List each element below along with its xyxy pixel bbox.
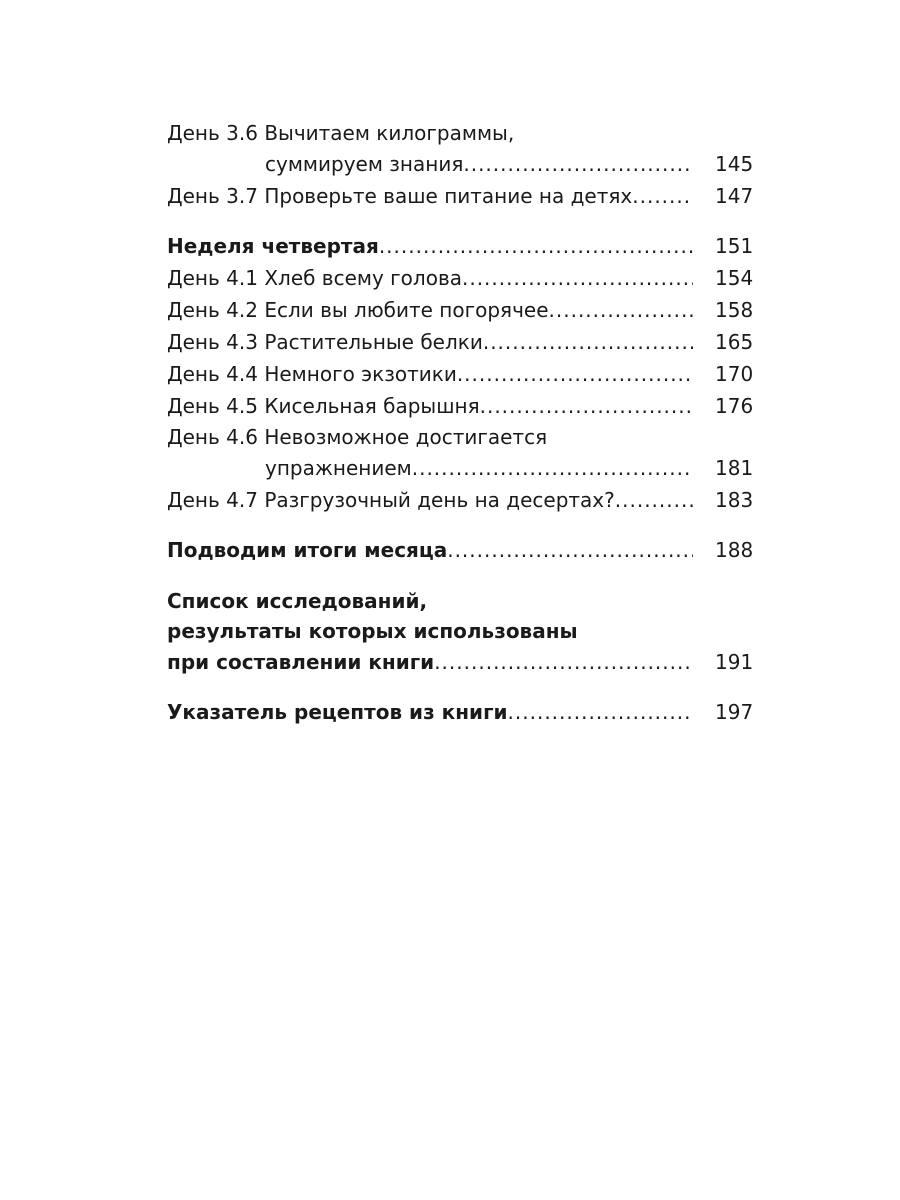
dot-leader	[508, 696, 693, 728]
toc-entry-day-4-6[interactable]	[167, 422, 754, 484]
dot-leader	[463, 148, 693, 180]
toc-title: Растительные белки	[264, 330, 483, 354]
toc-day-label: День 4.5	[167, 394, 258, 418]
dot-leader	[549, 294, 693, 326]
toc-title-line2: упражнением	[265, 456, 412, 480]
toc-entry-day-4-2[interactable]	[167, 294, 754, 326]
toc-page-number: 151	[715, 234, 754, 258]
toc-title: Кисельная барышня	[264, 394, 480, 418]
toc-page-number: 158	[715, 298, 754, 322]
toc-page-number: 197	[715, 700, 754, 724]
toc-title: Немного экзотики	[264, 362, 457, 386]
toc-entry-day-4-4[interactable]	[167, 358, 754, 390]
toc-title: Разгрузочный день на десертах?	[264, 488, 615, 512]
toc-page-number: 145	[715, 152, 754, 176]
dot-leader	[379, 230, 693, 262]
table-of-contents	[167, 118, 754, 728]
dot-leader	[615, 484, 693, 516]
toc-title: Хлеб всему голова	[264, 266, 462, 290]
toc-page-number: 188	[715, 538, 754, 562]
toc-page-number: 181	[715, 456, 754, 480]
toc-section-title-line3: при составлении книги	[167, 650, 435, 674]
toc-entry-day-4-3[interactable]	[167, 326, 754, 358]
toc-day-label: День 4.4	[167, 362, 258, 386]
dot-leader	[480, 390, 693, 422]
dot-leader	[447, 534, 693, 566]
toc-page-number: 154	[715, 266, 754, 290]
toc-title: Проверьте ваше питание на детях	[264, 184, 633, 208]
toc-entry-day-3-6[interactable]	[167, 118, 754, 180]
toc-day-label: День 4.6	[167, 425, 258, 449]
toc-section-title-line1: Список исследований,	[167, 589, 428, 613]
toc-page-number: 165	[715, 330, 754, 354]
dot-leader	[632, 180, 693, 212]
toc-page-number: 183	[715, 488, 754, 512]
toc-title-line1: Невозможное достигается	[264, 425, 548, 449]
toc-entry-day-4-1[interactable]	[167, 262, 754, 294]
toc-day-label: День 3.7	[167, 184, 258, 208]
toc-entry-day-4-7[interactable]	[167, 484, 754, 516]
dot-leader	[483, 326, 693, 358]
toc-section-title: Указатель рецептов из книги	[167, 700, 508, 724]
toc-page-number: 191	[715, 650, 754, 674]
toc-entry-day-4-5[interactable]	[167, 390, 754, 422]
toc-day-label: День 4.3	[167, 330, 258, 354]
toc-entry-week-4[interactable]	[167, 230, 754, 262]
toc-title: Если вы любите погорячее	[264, 298, 549, 322]
toc-page-number: 170	[715, 362, 754, 386]
toc-day-label: День 4.1	[167, 266, 258, 290]
toc-entry-research[interactable]	[167, 586, 754, 678]
toc-entry-day-3-7[interactable]	[167, 180, 754, 212]
toc-section-title: Подводим итоги месяца	[167, 538, 448, 562]
toc-title-line2: суммируем знания	[265, 152, 464, 176]
toc-entry-recipes[interactable]	[167, 696, 754, 728]
dot-leader	[434, 646, 693, 678]
toc-title-line1: Вычитаем килограммы,	[264, 121, 515, 145]
toc-section-title: Неделя четвертая	[167, 234, 379, 258]
toc-day-label: День 4.7	[167, 488, 258, 512]
toc-page-number: 147	[715, 184, 754, 208]
dot-leader	[457, 358, 693, 390]
dot-leader	[412, 452, 693, 484]
toc-day-label: День 3.6	[167, 121, 258, 145]
toc-entry-summary[interactable]	[167, 534, 754, 566]
toc-section-title-line2: результаты которых использованы	[167, 619, 578, 643]
toc-page-number: 176	[715, 394, 754, 418]
toc-day-label: День 4.2	[167, 298, 258, 322]
dot-leader	[462, 262, 693, 294]
